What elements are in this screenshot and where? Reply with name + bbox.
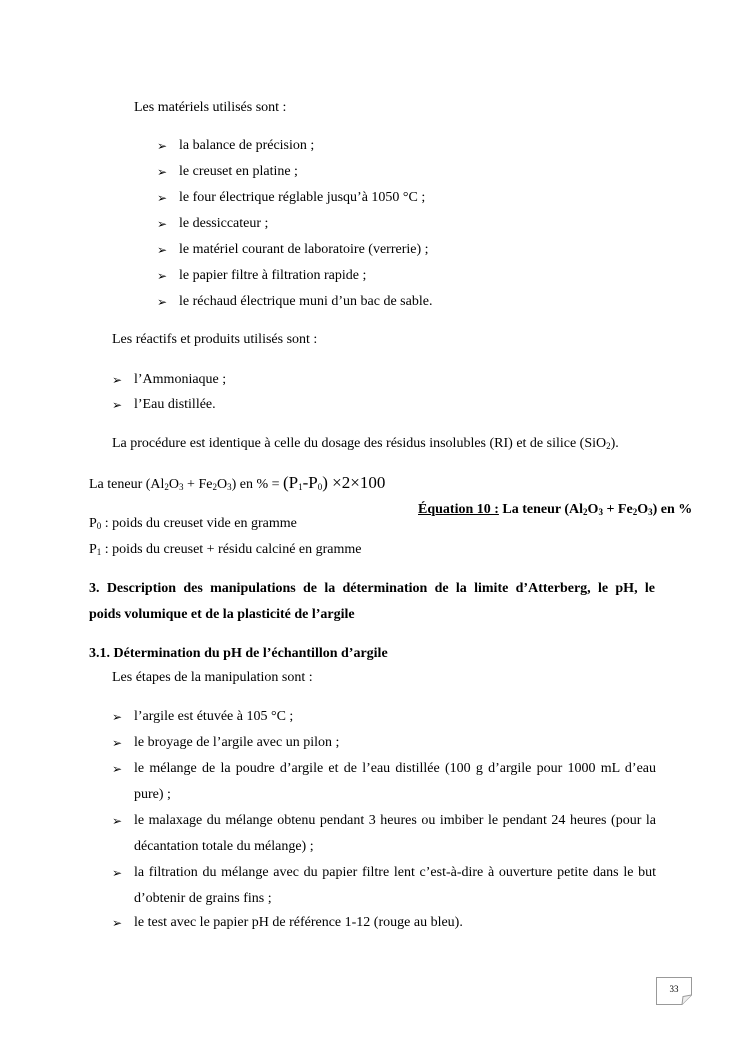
- list-item: le creuset en platine ;: [179, 164, 298, 179]
- bullet-arrow-icon: ➢: [157, 139, 168, 153]
- section-3-1-heading: 3.1. Détermination du pH de l’échantillon d’argile: [89, 646, 388, 661]
- list-item: le test avec le papier pH de référence 1-12 (rouge au bleu).: [134, 915, 463, 930]
- list-item: le réchaud électrique muni d’un bac de sable.: [179, 294, 433, 309]
- materials-intro: Les matériels utilisés sont :: [134, 100, 287, 115]
- p1-definition: $P_1$ : poids du creuset + résidu calciné en gramme: [89, 542, 362, 557]
- bullet-arrow-icon: ➢: [112, 736, 123, 750]
- list-item: le matériel courant de laboratoire (verrerie) ;: [179, 242, 429, 257]
- list-item: l’argile est étuvée à 105 °C ;: [134, 709, 294, 724]
- bullet-arrow-icon: ➢: [112, 762, 123, 776]
- section-3-heading-line2: poids volumique et de la plasticité de l’argile: [89, 607, 355, 622]
- bullet-arrow-icon: ➢: [157, 217, 168, 231]
- steps-intro: Les étapes de la manipulation sont :: [112, 670, 313, 685]
- procedure-text: La procédure est identique à celle du dosage des résidus insolubles (RI) et de silice (SiO$_2$).: [112, 436, 619, 451]
- list-item: le broyage de l’argile avec un pilon ;: [134, 735, 340, 750]
- bullet-arrow-icon: ➢: [157, 165, 168, 179]
- bullet-arrow-icon: ➢: [112, 398, 123, 412]
- list-item: l’Eau distillée.: [134, 397, 216, 412]
- list-item: la balance de précision ;: [179, 138, 315, 153]
- bullet-arrow-icon: ➢: [112, 373, 123, 387]
- list-item: le malaxage du mélange obtenu pendant 3 heures ou imbiber le pendant 24 heures (pour la décantation totale du mélange) ;: [134, 813, 656, 854]
- bullet-arrow-icon: ➢: [157, 191, 168, 205]
- bullet-arrow-icon: ➢: [112, 866, 123, 880]
- bullet-arrow-icon: ➢: [157, 269, 168, 283]
- list-item: le dessiccateur ;: [179, 216, 269, 231]
- bullet-arrow-icon: ➢: [112, 814, 123, 828]
- list-item: le papier filtre à filtration rapide ;: [179, 268, 367, 283]
- list-item: le mélange de la poudre d’argile et de l’eau distillée (100 g d’argile pour 1000 mL d’eau pure) ;: [134, 761, 656, 802]
- bullet-arrow-icon: ➢: [157, 295, 168, 309]
- bullet-arrow-icon: ➢: [112, 710, 123, 724]
- equation-caption: Équation 10 : La teneur $(Al_2O_3 + Fe_2O_3)$ en %: [418, 502, 693, 517]
- bullet-arrow-icon: ➢: [112, 916, 123, 930]
- list-item: le four électrique réglable jusqu’à 1050 °C ;: [179, 190, 426, 205]
- list-item: l’Ammoniaque ;: [134, 372, 227, 387]
- reagents-intro: Les réactifs et produits utilisés sont :: [112, 332, 318, 347]
- p0-definition: $P_0$ : poids du creuset vide en gramme: [89, 516, 297, 531]
- formula: La teneur $(Al_2O_3 + Fe_2O_3)$ en % = $(P_1-P_0) \times 2\times 100$: [89, 473, 386, 492]
- section-3-heading-line1: 3. Description des manipulations de la détermination de la limite d’Atterberg, le pH, le: [89, 581, 655, 596]
- page-number: 33: [669, 984, 679, 994]
- page-number-box: [656, 977, 692, 1005]
- bullet-arrow-icon: ➢: [157, 243, 168, 257]
- list-item: la filtration du mélange avec du papier filtre lent c’est-à-dire à ouverture petite dans le but d’obtenir de grains fins ;: [134, 865, 656, 906]
